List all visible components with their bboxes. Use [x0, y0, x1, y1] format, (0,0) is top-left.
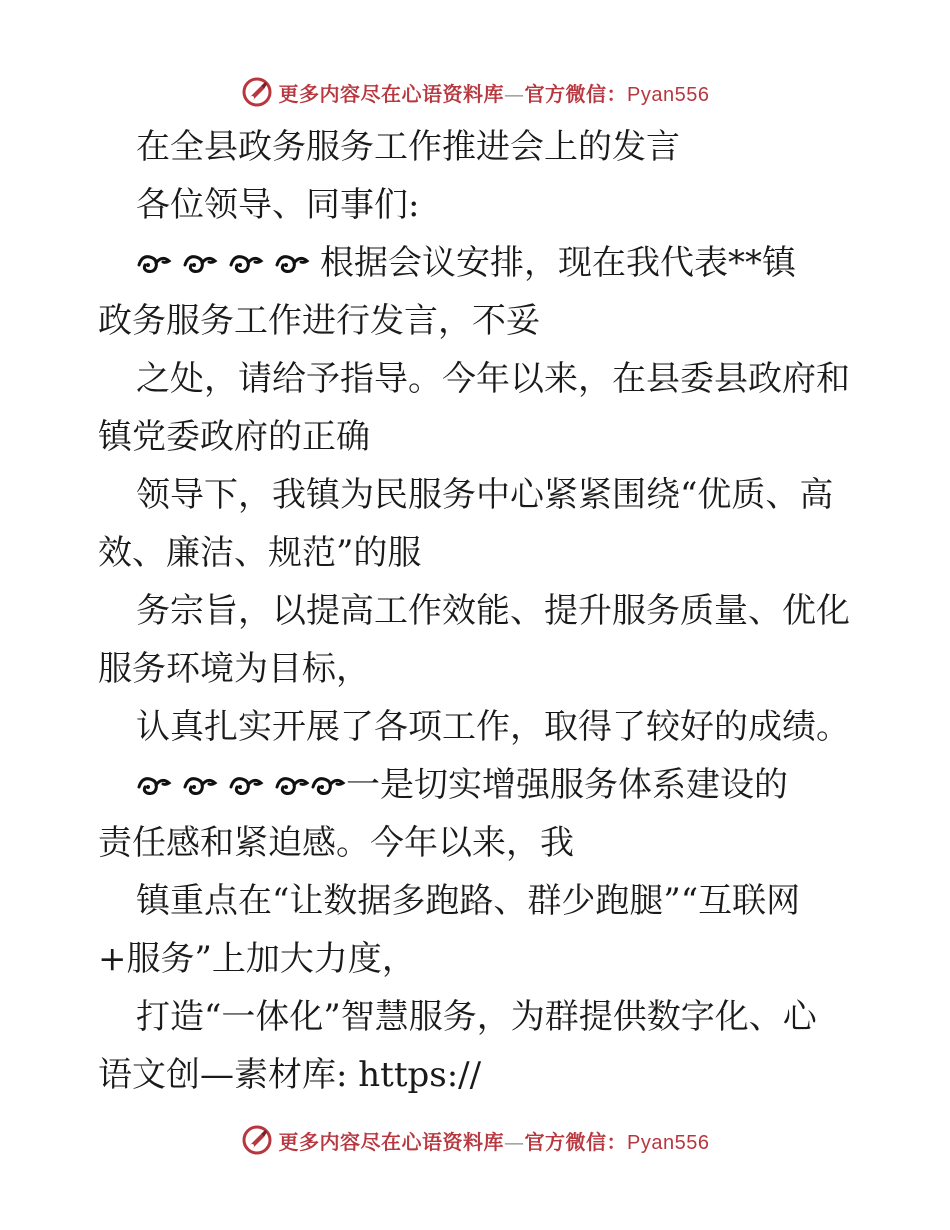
ornament-icon: [310, 773, 346, 799]
ornament-icon: [136, 251, 172, 277]
watermark-text: [279, 78, 710, 107]
watermark-official: 官方微信：: [524, 81, 628, 106]
watermark-wechat-id: Pyan556: [627, 83, 710, 106]
watermark-separator: —: [504, 81, 525, 106]
paragraph-text: 根据会议安排，现在我代表**镇: [320, 243, 796, 283]
paragraph-line: 责任感和紧迫感。今年以来，我: [98, 823, 574, 863]
paragraph-line: 服务环境为目标，: [98, 649, 370, 689]
paragraph-line: 之处，请给予指导。今年以来，在县委县政府和: [136, 359, 850, 399]
document-body: [98, 118, 858, 1104]
paragraph-line: 打造“一体化”智慧服务，为群提供数字化、心: [136, 997, 817, 1037]
paragraph-line: +服务”上加大力度，: [98, 939, 416, 979]
ornament-icon: [274, 773, 310, 799]
paragraph-line: 语文创—素材库: https://: [98, 1055, 482, 1095]
ornament-icon: [228, 251, 264, 277]
watermark-brand: 更多内容尽在心语资料库: [278, 81, 505, 106]
ornament-icon: [136, 773, 172, 799]
paragraph-line: [98, 234, 858, 292]
brand-logo-icon: [241, 1124, 273, 1156]
ornament-icon: [182, 251, 218, 277]
ornament-icon: [182, 773, 218, 799]
watermark-separator: —: [504, 1129, 525, 1154]
watermark-wechat-id: Pyan556: [627, 1131, 710, 1154]
brand-logo-icon: [241, 76, 273, 108]
watermark-official: 官方微信：: [524, 1129, 628, 1154]
header-watermark: [0, 72, 950, 112]
paragraph-line: 认真扎实开展了各项工作，取得了较好的成绩。: [136, 707, 850, 747]
ornament-icon: [274, 251, 310, 277]
ornament-icon: [228, 773, 264, 799]
paragraph-line: 效、廉洁、规范”的服: [98, 533, 422, 573]
paragraph-line: 政务服务工作进行发言，不妥: [98, 301, 540, 341]
paragraph-text: 一是切实增强服务体系建设的: [346, 765, 788, 805]
paragraph-line: 领导下，我镇为民服务中心紧紧围绕“优质、高: [136, 475, 834, 515]
greeting-line: 各位领导、同事们:: [136, 185, 420, 225]
document-title: 在全县政务服务工作推进会上的发言: [136, 127, 680, 167]
footer-watermark: [0, 1120, 950, 1160]
paragraph-line: 务宗旨，以提高工作效能、提升服务质量、优化: [136, 591, 850, 631]
paragraph-line: 镇党委政府的正确: [98, 417, 370, 457]
paragraph-line: [98, 756, 858, 814]
watermark-text: [279, 1126, 710, 1155]
watermark-brand: 更多内容尽在心语资料库: [278, 1129, 505, 1154]
paragraph-line: 镇重点在“让数据多跑路、群少跑腿”“互联网: [136, 881, 801, 921]
